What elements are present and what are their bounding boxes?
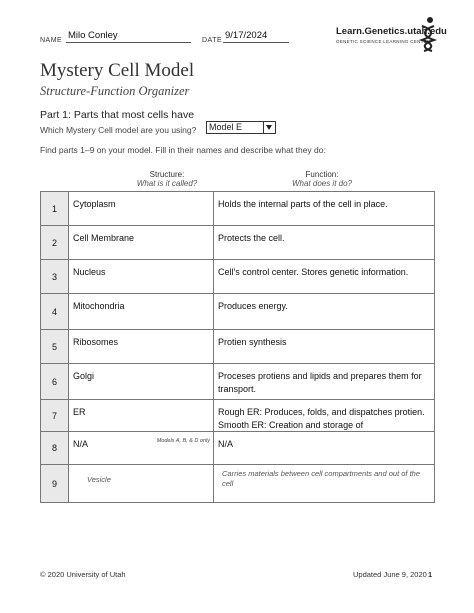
table-row	[41, 260, 435, 294]
function-field[interactable]: Carries materials between cell compartments and out of the cell	[222, 469, 421, 488]
function-field[interactable]: Protects the cell.	[218, 233, 285, 243]
page-title: Mystery Cell Model	[40, 60, 195, 81]
function-field[interactable]: Produces energy.	[218, 301, 288, 311]
logo-main-text: Learn.Genetics.utah.edu	[336, 26, 447, 37]
table-row	[41, 400, 435, 432]
function-field[interactable]: Rough ER: Produces, folds, and dispatches protien. Smooth ER: Creation and storage of	[218, 407, 425, 430]
function-field[interactable]: Cell's control center. Stores genetic information.	[218, 267, 409, 277]
function-field[interactable]: N/A	[218, 439, 234, 449]
structure-field[interactable]: Ribosomes	[73, 337, 119, 347]
page-subtitle: Structure-Function Organizer	[40, 84, 190, 98]
chevron-down-icon[interactable]	[263, 122, 275, 133]
row-number: 1	[41, 192, 69, 226]
model-select-value: Model E	[209, 122, 243, 132]
row-number: 3	[41, 260, 69, 294]
function-column-header	[222, 170, 422, 188]
instructions: Find parts 1–9 on your model. Fill in their names and describe what they do:	[40, 145, 326, 155]
models-note: Models A, B, & D only	[156, 438, 210, 444]
function-field[interactable]: Proceses protiens and lipids and prepares them for transport.	[218, 371, 422, 394]
table-row	[41, 294, 435, 330]
name-field[interactable]: Milo Conley	[66, 30, 191, 43]
model-question: Which Mystery Cell model are you using?	[40, 125, 197, 135]
structure-field[interactable]: Mitochondria	[73, 301, 125, 311]
function-field[interactable]: Protien synthesis	[218, 337, 287, 347]
structure-field[interactable]: Nucleus	[73, 267, 106, 277]
structure-field[interactable]: Golgi	[73, 371, 95, 381]
structure-field[interactable]: Vesicle	[87, 475, 111, 484]
table-row	[41, 192, 435, 226]
row-number: 9	[41, 465, 69, 503]
structure-field[interactable]: N/A	[73, 439, 89, 449]
model-select[interactable]	[206, 121, 276, 134]
table-row	[41, 364, 435, 400]
dna-figure-icon	[416, 16, 440, 52]
part-heading: Part 1: Parts that most cells have	[40, 109, 195, 121]
function-subheader: What does it do?	[291, 179, 353, 188]
table-row	[41, 330, 435, 364]
row-number: 4	[41, 294, 69, 330]
date-field[interactable]: 9/17/2024	[223, 30, 289, 43]
table-row	[41, 432, 435, 465]
function-header: Function:	[305, 170, 339, 179]
logo-sub-text: GENETIC SCIENCE LEARNING CENTER	[336, 39, 431, 44]
structure-field[interactable]: Cell Membrane	[73, 233, 135, 243]
structure-subheader: What is it called?	[136, 179, 198, 188]
table-row	[41, 465, 435, 503]
copyright: © 2020 University of Utah	[40, 570, 126, 579]
row-number: 5	[41, 330, 69, 364]
row-number: 7	[41, 400, 69, 432]
updated-date: Updated June 9, 2020	[353, 570, 427, 579]
structure-function-table	[40, 191, 435, 503]
name-label: NAME	[40, 37, 63, 44]
structure-cell	[69, 432, 213, 451]
function-field[interactable]: Holds the internal parts of the cell in place.	[218, 199, 388, 209]
structure-field[interactable]: Cytoplasm	[73, 199, 116, 209]
structure-field[interactable]: ER	[73, 407, 86, 417]
row-number: 2	[41, 226, 69, 260]
table-row	[41, 226, 435, 260]
page-number: 1	[428, 570, 433, 579]
row-number: 6	[41, 364, 69, 400]
row-number: 8	[41, 432, 69, 465]
structure-header: Structure:	[149, 170, 185, 179]
date-label: DATE	[202, 37, 223, 44]
